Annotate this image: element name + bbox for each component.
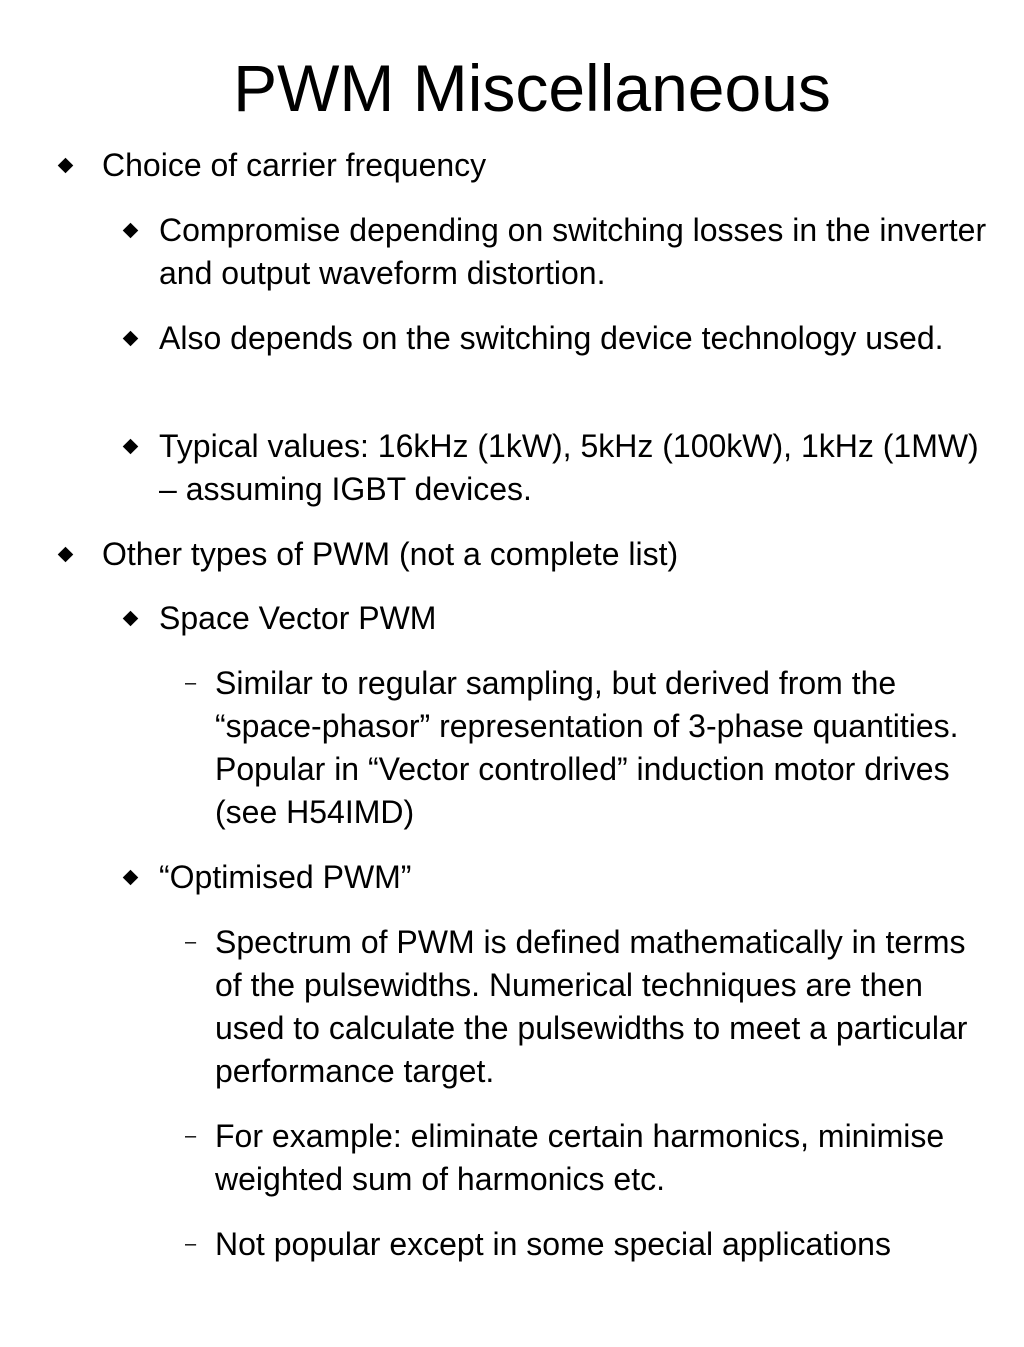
bullet-optimised-pwm [159,856,989,899]
slide-title: PWM Miscellaneous [233,51,831,125]
diamond-icon [125,856,136,899]
bullet-text: Also depends on the switching device technology used. [159,320,944,356]
bullet-typical-values [159,425,989,511]
subbullet-not-popular [185,1223,995,1266]
bullet-device-technology [159,317,989,360]
bullet-text: Typical values: 16kHz (1kW), 5kHz (100kW), 1kHz (1MW) – assuming IGBT devices. [159,428,979,507]
bullet-text: Other types of PWM (not a complete list) [102,536,679,572]
diamond-icon [60,533,71,576]
bullet-text: For example: eliminate certain harmonics, minimise weighted sum of harmonics etc. [215,1118,945,1197]
diamond-icon [60,144,71,187]
bullet-text: Choice of carrier frequency [102,147,487,183]
bullet-text: “Optimised PWM” [159,859,412,895]
diamond-icon [125,317,136,360]
dash-marker: – [185,931,197,953]
diamond-icon [125,209,136,252]
subbullet-space-phasor [185,662,995,834]
bullet-other-types [102,533,982,576]
bullet-compromise [159,209,989,295]
dash-marker: – [185,672,197,694]
bullet-text: Compromise depending on switching losses in the inverter and output waveform distortion. [159,212,987,291]
dash-marker: – [185,1125,197,1147]
bullet-text: Spectrum of PWM is defined mathematically in terms of the pulsewidths. Numerical techniques are then used to calculate the pulsewidths to meet a particular performance target. [215,924,968,1089]
bullet-text: Not popular except in some special applications [215,1226,891,1262]
diamond-icon [125,597,136,640]
subbullet-example [185,1115,995,1201]
bullet-space-vector-pwm [159,597,989,640]
subbullet-spectrum [185,921,995,1093]
bullet-text: Similar to regular sampling, but derived from the “space-phasor” representation of 3-phase quantities. Popular in “Vector controlled” induction motor drives (see H54IMD) [215,665,959,830]
bullet-carrier-frequency [102,144,982,187]
bullet-text: Space Vector PWM [159,600,437,636]
diamond-icon [125,425,136,468]
dash-marker: – [185,1233,197,1255]
